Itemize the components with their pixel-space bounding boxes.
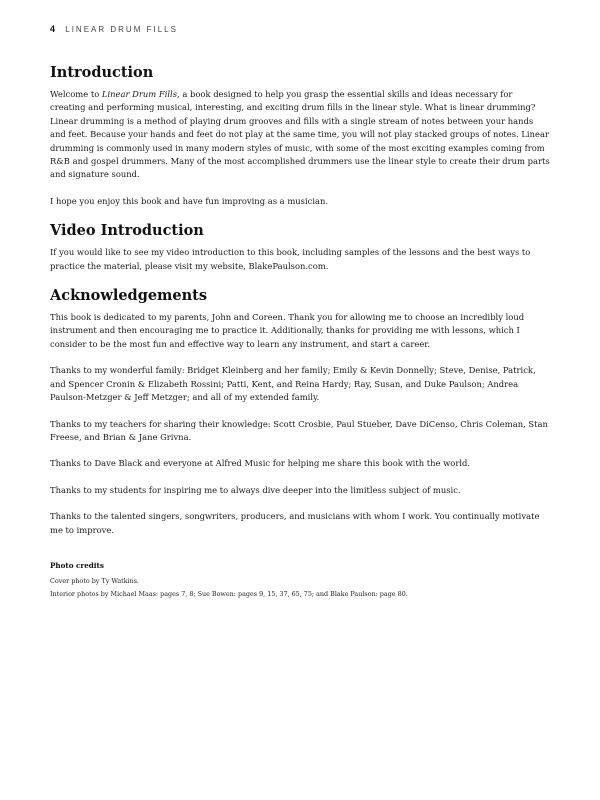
intro-rest: , a book designed to help you grasp the essential skills and ideas necessary for creating and performing musical, interesting, and exciting drum fills in the linear style. What is linear drumming? Linear drumming is a method of playing drum grooves and fills with a single stream of notes between your hands and feet. Because your hands and feet do not play at the same time, you will not play stacked groups of notes. Linear drumming is commonly used in many modern styles of music, with some of the most exciting examples coming from R&B and gospel drummers. Many of the most accomplished drummers use the linear style to create their drum parts and signature sound.	[50, 89, 550, 180]
running-title: LINEAR DRUM FILLS	[65, 25, 178, 34]
photo-credits-title: Photo credits	[50, 560, 104, 570]
photo-credit-line: Cover photo by Ty Watkins.	[50, 576, 140, 585]
photo-credit-line: Interior photos by Michael Maas: pages 7, 8; Sue Bowen: pages 9, 15, 37, 65, 75; and Blake Paulson: page 80.	[50, 589, 408, 598]
introduction-closing-paragraph: I hope you enjoy this book and have fun improving as a musician.	[50, 195, 329, 206]
book-title: Linear Drum Fills	[101, 89, 178, 99]
video-introduction-heading: Video Introduction	[50, 222, 204, 240]
acknowledgement-paragraph: Thanks to my students for inspiring me to always dive deeper into the limitless subject of music.	[50, 484, 461, 495]
acknowledgement-paragraph: Thanks to the talented singers, songwriters, producers, and musicians with whom I work. You continually motivate me to improve.	[50, 511, 540, 535]
introduction-paragraph	[50, 88, 550, 182]
video-introduction-paragraph: If you would like to see my video introduction to this book, including samples of the lessons and the best ways to practice the material, please visit my website, BlakePaulson.com.	[50, 247, 531, 271]
running-header	[50, 24, 178, 34]
acknowledgement-paragraph: Thanks to my wonderful family: Bridget Kleinberg and her family; Emily & Kevin Donnelly; Steve, Denise, Patrick, and Spencer Cronin & Elizabeth Rossini; Patti, Kent, and Reina Hardy; Ray, Susan, and Duke Paulson; Andrea Paulson-Metzger & Jeff Metzger; and all of my extended family.	[50, 365, 536, 403]
page-number: 4	[50, 24, 56, 34]
acknowledgement-paragraph: This book is dedicated to my parents, John and Coreen. Thank you for allowing me to choose an incredibly loud instrument and then encouraging me to practice it. Additionally, thanks for providing me with lessons, which I consider to be the most fun and effective way to learn any instrument, and start a career.	[50, 312, 525, 349]
acknowledgement-paragraph: Thanks to Dave Black and everyone at Alfred Music for helping me share this book with the world.	[50, 458, 471, 469]
introduction-heading: Introduction	[50, 64, 154, 81]
acknowledgements-heading: Acknowledgements	[50, 287, 208, 305]
acknowledgement-paragraph: Thanks to my teachers for sharing their knowledge: Scott Crosbie, Paul Stueber, Dave DiCenso, Chris Coleman, Stan Freese, and Brian & Jane Grivna.	[50, 418, 548, 442]
intro-prefix: Welcome to	[50, 89, 102, 99]
page-content	[50, 64, 550, 601]
